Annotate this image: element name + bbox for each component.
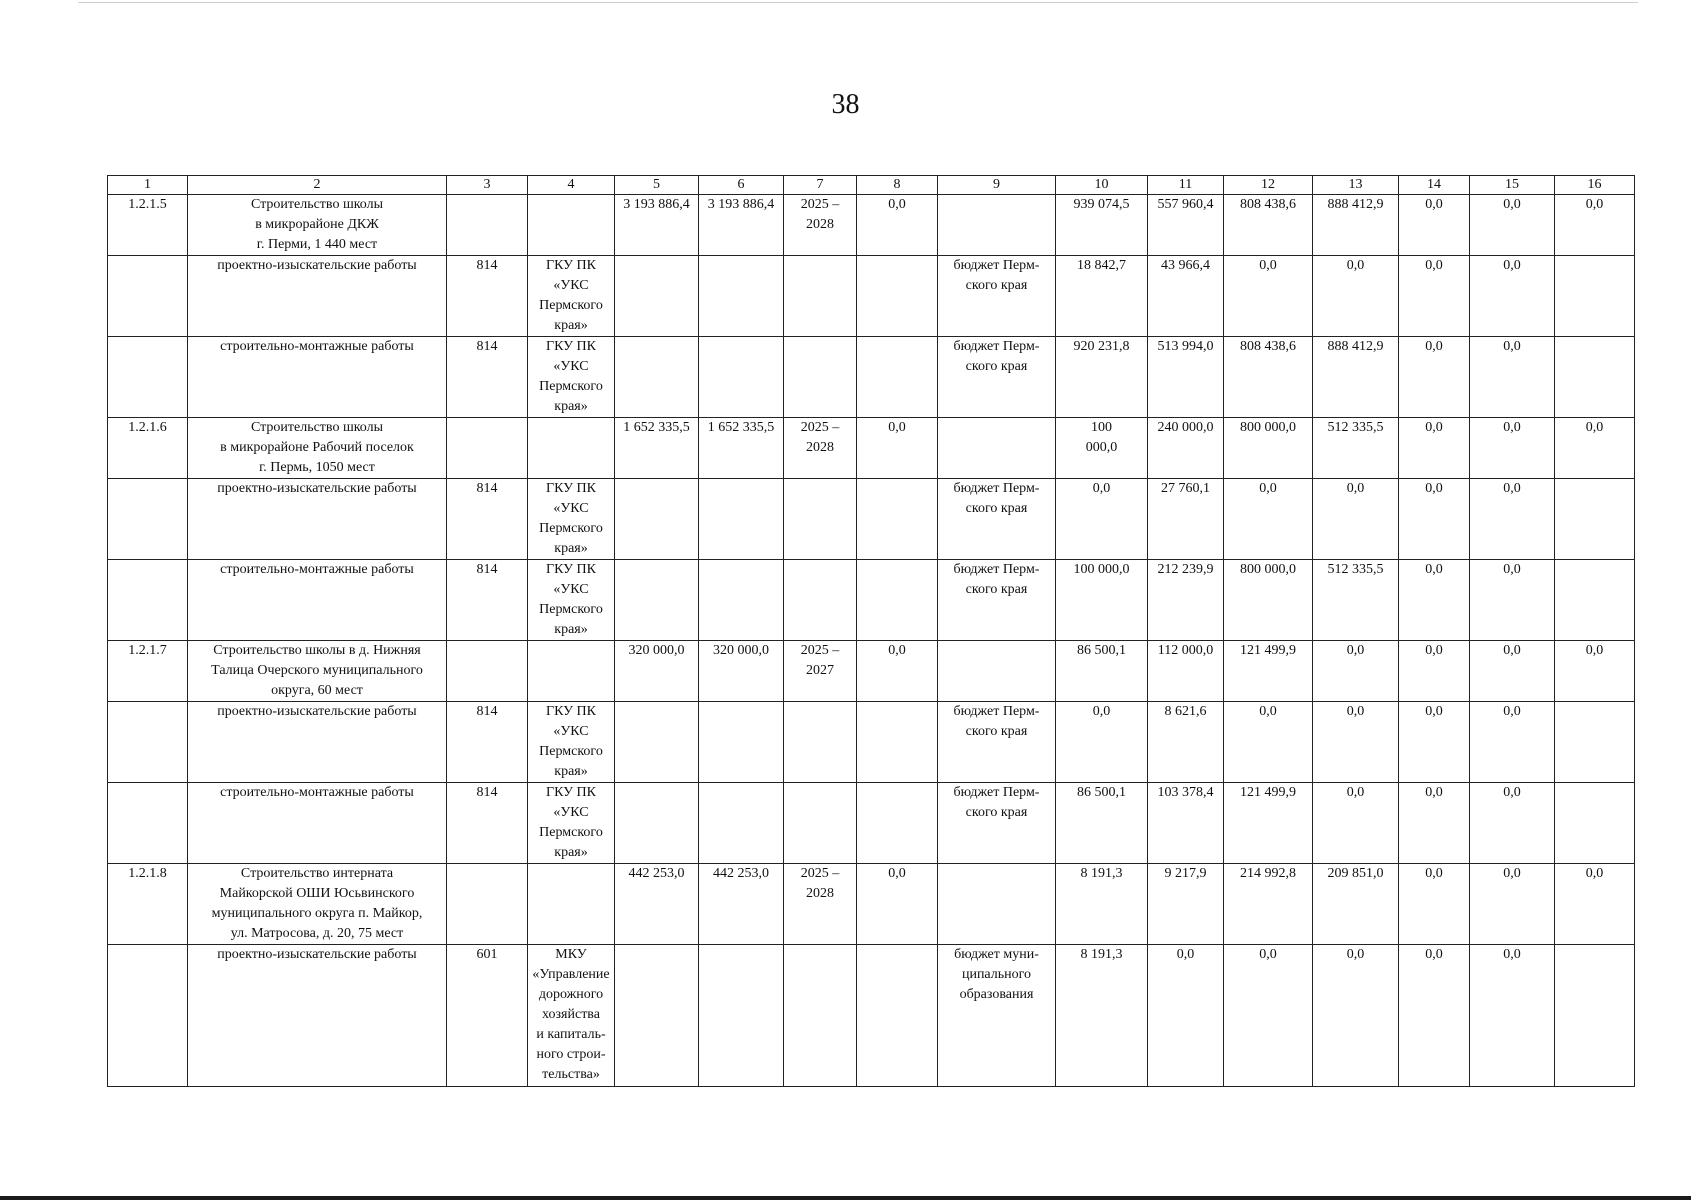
table-cell: 0,0 xyxy=(1399,702,1470,783)
item-name-cell: Строительство интерната Майкорской ОШИ Юсьвинского муниципального округа п. Майкор, ул. Матросова, д. 20, 75 мест xyxy=(188,864,447,945)
table-cell: 800 000,0 xyxy=(1224,418,1313,479)
item-name-cell: Строительство школы в д. Нижняя Талица Очерского муниципального округа, 60 мест xyxy=(188,641,447,702)
table-cell xyxy=(528,864,615,945)
table-cell: 0,0 xyxy=(1470,864,1555,945)
table-cell xyxy=(447,641,528,702)
table-cell: 320 000,0 xyxy=(699,641,784,702)
table-cell: 808 438,6 xyxy=(1224,195,1313,256)
table-cell xyxy=(857,337,938,418)
item-name-cell: проектно-изыскательские работы xyxy=(188,702,447,783)
table-cell: 103 378,4 xyxy=(1148,783,1224,864)
table-cell: 814 xyxy=(447,560,528,641)
table-cell: бюджет Перм- ского края xyxy=(938,337,1056,418)
table-cell xyxy=(699,256,784,337)
table-cell: 888 412,9 xyxy=(1313,337,1399,418)
table-cell: 2025 – 2028 xyxy=(784,418,857,479)
table-cell: 1.2.1.8 xyxy=(108,864,188,945)
table-cell xyxy=(528,195,615,256)
table-cell: 920 231,8 xyxy=(1056,337,1148,418)
table-cell: 9 217,9 xyxy=(1148,864,1224,945)
table-cell: 0,0 xyxy=(1470,783,1555,864)
column-number: 9 xyxy=(938,176,1056,195)
table-cell xyxy=(857,479,938,560)
table-cell xyxy=(1555,337,1635,418)
financing-table xyxy=(107,175,1635,1087)
table-cell: МКУ «Управление дорожного хозяйства и капиталь- ного строи- тельства» xyxy=(528,945,615,1087)
table-cell xyxy=(784,783,857,864)
table-cell: 0,0 xyxy=(1555,195,1635,256)
table-cell xyxy=(699,945,784,1087)
table-row xyxy=(108,945,1635,1087)
table-cell: 43 966,4 xyxy=(1148,256,1224,337)
column-number: 2 xyxy=(188,176,447,195)
table-cell: бюджет Перм- ского края xyxy=(938,702,1056,783)
table-cell: 814 xyxy=(447,256,528,337)
table-cell xyxy=(615,256,699,337)
table-cell: бюджет Перм- ского края xyxy=(938,479,1056,560)
table-cell: 0,0 xyxy=(1399,256,1470,337)
table-cell xyxy=(108,783,188,864)
table-cell: 0,0 xyxy=(1313,783,1399,864)
table-cell: бюджет Перм- ского края xyxy=(938,560,1056,641)
table-cell xyxy=(615,479,699,560)
table-cell xyxy=(784,479,857,560)
item-name-cell: строительно-монтажные работы xyxy=(188,560,447,641)
column-number: 1 xyxy=(108,176,188,195)
table-cell: бюджет Перм- ского края xyxy=(938,783,1056,864)
table-cell: 513 994,0 xyxy=(1148,337,1224,418)
table-cell: 18 842,7 xyxy=(1056,256,1148,337)
table-cell: 2025 – 2028 xyxy=(784,195,857,256)
table-row xyxy=(108,864,1635,945)
table-cell: 212 239,9 xyxy=(1148,560,1224,641)
table-cell xyxy=(1555,256,1635,337)
table-cell xyxy=(938,864,1056,945)
table-cell xyxy=(784,337,857,418)
table-cell xyxy=(108,256,188,337)
column-number: 7 xyxy=(784,176,857,195)
table-cell: 0,0 xyxy=(1470,256,1555,337)
table-cell: 2025 – 2027 xyxy=(784,641,857,702)
column-number: 11 xyxy=(1148,176,1224,195)
table-cell: 0,0 xyxy=(1399,783,1470,864)
item-name-cell: строительно-монтажные работы xyxy=(188,337,447,418)
table-cell xyxy=(1555,479,1635,560)
table-cell: 240 000,0 xyxy=(1148,418,1224,479)
table-cell xyxy=(108,337,188,418)
column-number: 5 xyxy=(615,176,699,195)
column-number: 13 xyxy=(1313,176,1399,195)
table-cell xyxy=(1555,702,1635,783)
table-cell: 0,0 xyxy=(1555,418,1635,479)
table-cell: 939 074,5 xyxy=(1056,195,1148,256)
table-cell xyxy=(938,641,1056,702)
table-cell: 320 000,0 xyxy=(615,641,699,702)
table-row xyxy=(108,560,1635,641)
table-cell: 0,0 xyxy=(1224,702,1313,783)
table-cell: 8 191,3 xyxy=(1056,945,1148,1087)
table-cell: ГКУ ПК «УКС Пермского края» xyxy=(528,256,615,337)
table-cell: 0,0 xyxy=(1399,479,1470,560)
table-cell: ГКУ ПК «УКС Пермского края» xyxy=(528,783,615,864)
table-cell: 0,0 xyxy=(857,418,938,479)
table-cell: 0,0 xyxy=(1555,641,1635,702)
table-cell: 0,0 xyxy=(1470,702,1555,783)
table-cell: 121 499,9 xyxy=(1224,783,1313,864)
table-row xyxy=(108,418,1635,479)
scan-edge-top xyxy=(78,2,1638,3)
table-cell: 27 760,1 xyxy=(1148,479,1224,560)
item-name-cell: проектно-изыскательские работы xyxy=(188,256,447,337)
table-cell: 0,0 xyxy=(1224,479,1313,560)
table-cell xyxy=(615,337,699,418)
table-cell: 2025 – 2028 xyxy=(784,864,857,945)
table-cell: 214 992,8 xyxy=(1224,864,1313,945)
table-cell xyxy=(108,945,188,1087)
table-cell xyxy=(528,418,615,479)
table-cell xyxy=(615,560,699,641)
table-cell xyxy=(1555,783,1635,864)
column-number: 10 xyxy=(1056,176,1148,195)
table-cell xyxy=(857,560,938,641)
table-cell: 0,0 xyxy=(1470,195,1555,256)
table-cell xyxy=(784,945,857,1087)
table-cell xyxy=(699,702,784,783)
table-cell xyxy=(857,783,938,864)
table-cell: 0,0 xyxy=(1470,641,1555,702)
table-cell: 1.2.1.5 xyxy=(108,195,188,256)
table-cell: 3 193 886,4 xyxy=(615,195,699,256)
table-cell: 1 652 335,5 xyxy=(615,418,699,479)
table-cell xyxy=(857,702,938,783)
table-cell xyxy=(857,945,938,1087)
table-cell: 0,0 xyxy=(1399,864,1470,945)
table-cell xyxy=(784,702,857,783)
table-cell: 100 000,0 xyxy=(1056,560,1148,641)
table-row xyxy=(108,256,1635,337)
table-cell: 0,0 xyxy=(1470,479,1555,560)
table-cell: 0,0 xyxy=(1399,337,1470,418)
table-cell xyxy=(447,418,528,479)
table-cell: 800 000,0 xyxy=(1224,560,1313,641)
table-cell: 814 xyxy=(447,337,528,418)
table-cell: 86 500,1 xyxy=(1056,641,1148,702)
table-cell: 0,0 xyxy=(1399,418,1470,479)
table-cell: бюджет Перм- ского края xyxy=(938,256,1056,337)
table-cell: 0,0 xyxy=(1399,641,1470,702)
table-cell: 100 000,0 xyxy=(1056,418,1148,479)
table-cell xyxy=(784,560,857,641)
table-cell xyxy=(528,641,615,702)
table-cell: 0,0 xyxy=(857,641,938,702)
item-name-cell: проектно-изыскательские работы xyxy=(188,945,447,1087)
table-cell xyxy=(108,702,188,783)
column-number: 14 xyxy=(1399,176,1470,195)
table-cell: 1 652 335,5 xyxy=(699,418,784,479)
table-cell: 0,0 xyxy=(1470,945,1555,1087)
item-name-cell: Строительство школы в микрорайоне ДКЖ г. Перми, 1 440 мест xyxy=(188,195,447,256)
table-cell: 601 xyxy=(447,945,528,1087)
table-row xyxy=(108,337,1635,418)
table-cell: 0,0 xyxy=(1399,945,1470,1087)
column-number: 16 xyxy=(1555,176,1635,195)
table-cell: 0,0 xyxy=(1470,418,1555,479)
table-cell: 0,0 xyxy=(1313,256,1399,337)
table-cell: 808 438,6 xyxy=(1224,337,1313,418)
table-cell: 0,0 xyxy=(1056,702,1148,783)
table-cell: 888 412,9 xyxy=(1313,195,1399,256)
table-cell: 512 335,5 xyxy=(1313,418,1399,479)
table-cell: 121 499,9 xyxy=(1224,641,1313,702)
table-cell: 3 193 886,4 xyxy=(699,195,784,256)
table-cell xyxy=(699,479,784,560)
table-cell: ГКУ ПК «УКС Пермского края» xyxy=(528,560,615,641)
table-cell: 512 335,5 xyxy=(1313,560,1399,641)
table-row xyxy=(108,641,1635,702)
table-cell xyxy=(784,256,857,337)
table-cell: 0,0 xyxy=(1056,479,1148,560)
item-name-cell: строительно-монтажные работы xyxy=(188,783,447,864)
table-cell: 112 000,0 xyxy=(1148,641,1224,702)
table-row xyxy=(108,195,1635,256)
table-cell: 0,0 xyxy=(1148,945,1224,1087)
item-name-cell: проектно-изыскательские работы xyxy=(188,479,447,560)
table-cell: 0,0 xyxy=(1313,641,1399,702)
table-cell: 1.2.1.7 xyxy=(108,641,188,702)
table-cell: 814 xyxy=(447,783,528,864)
table-cell: 1.2.1.6 xyxy=(108,418,188,479)
table-cell: 557 960,4 xyxy=(1148,195,1224,256)
header-row xyxy=(108,176,1635,195)
table-cell: 814 xyxy=(447,702,528,783)
table-cell: 0,0 xyxy=(1470,560,1555,641)
table-cell xyxy=(857,256,938,337)
table-cell: 0,0 xyxy=(1399,195,1470,256)
table-cell: 209 851,0 xyxy=(1313,864,1399,945)
column-number: 3 xyxy=(447,176,528,195)
table-row xyxy=(108,783,1635,864)
table-cell xyxy=(938,418,1056,479)
table-cell: 0,0 xyxy=(1224,256,1313,337)
column-number: 12 xyxy=(1224,176,1313,195)
table-cell xyxy=(699,560,784,641)
table-cell xyxy=(615,702,699,783)
table-cell: бюджет муни- ципального образования xyxy=(938,945,1056,1087)
table-row xyxy=(108,702,1635,783)
table-cell: 814 xyxy=(447,479,528,560)
table-cell: 0,0 xyxy=(1224,945,1313,1087)
table-cell xyxy=(699,337,784,418)
table-row xyxy=(108,479,1635,560)
table-cell: ГКУ ПК «УКС Пермского края» xyxy=(528,702,615,783)
page-number: 38 xyxy=(831,89,860,120)
item-name-cell: Строительство школы в микрорайоне Рабочий поселок г. Пермь, 1050 мест xyxy=(188,418,447,479)
table-cell xyxy=(108,479,188,560)
table-cell: 0,0 xyxy=(1313,945,1399,1087)
column-number: 4 xyxy=(528,176,615,195)
table-cell: 8 621,6 xyxy=(1148,702,1224,783)
table-cell: 0,0 xyxy=(1470,337,1555,418)
table-cell: 0,0 xyxy=(1399,560,1470,641)
table-cell: 8 191,3 xyxy=(1056,864,1148,945)
table-cell xyxy=(615,783,699,864)
table-cell: 0,0 xyxy=(1313,479,1399,560)
table-cell xyxy=(938,195,1056,256)
column-number: 15 xyxy=(1470,176,1555,195)
table-cell xyxy=(699,783,784,864)
table-cell: 0,0 xyxy=(857,195,938,256)
table-cell xyxy=(615,945,699,1087)
scan-edge-bottom xyxy=(0,1196,1691,1200)
table-cell: 0,0 xyxy=(1555,864,1635,945)
table-cell xyxy=(1555,945,1635,1087)
table-cell: ГКУ ПК «УКС Пермского края» xyxy=(528,337,615,418)
table-cell xyxy=(1555,560,1635,641)
column-number: 8 xyxy=(857,176,938,195)
table-cell: 86 500,1 xyxy=(1056,783,1148,864)
table-cell: 0,0 xyxy=(857,864,938,945)
column-number: 6 xyxy=(699,176,784,195)
table-cell: ГКУ ПК «УКС Пермского края» xyxy=(528,479,615,560)
table-cell: 442 253,0 xyxy=(699,864,784,945)
table-cell xyxy=(108,560,188,641)
table-cell: 442 253,0 xyxy=(615,864,699,945)
table-cell: 0,0 xyxy=(1313,702,1399,783)
table-cell xyxy=(447,195,528,256)
table-cell xyxy=(447,864,528,945)
